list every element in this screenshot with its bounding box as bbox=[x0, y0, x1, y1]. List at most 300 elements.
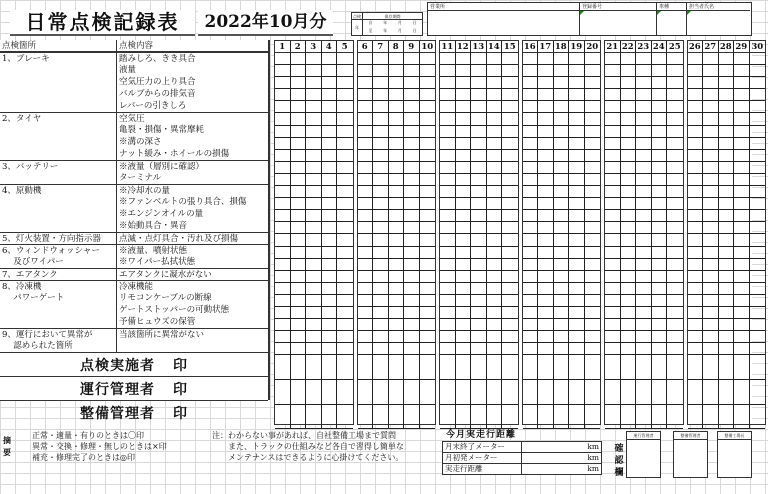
check-cell[interactable] bbox=[389, 271, 405, 283]
check-cell[interactable] bbox=[404, 405, 420, 430]
check-cell[interactable] bbox=[456, 210, 472, 222]
check-cell[interactable] bbox=[652, 113, 668, 125]
check-cell[interactable] bbox=[306, 113, 322, 125]
check-cell[interactable] bbox=[667, 405, 683, 430]
check-cell[interactable] bbox=[404, 126, 420, 138]
check-cell[interactable] bbox=[569, 198, 585, 210]
check-cell[interactable] bbox=[569, 307, 585, 319]
check-cell[interactable] bbox=[440, 271, 456, 283]
check-cell[interactable] bbox=[322, 126, 338, 138]
check-cell[interactable] bbox=[358, 101, 374, 113]
check-cell[interactable] bbox=[652, 283, 668, 295]
check-cell[interactable] bbox=[358, 295, 374, 307]
check-cell[interactable] bbox=[404, 198, 420, 210]
check-cell[interactable] bbox=[373, 174, 389, 186]
check-cell[interactable] bbox=[585, 331, 601, 343]
check-cell[interactable] bbox=[358, 355, 374, 380]
signature-row[interactable] bbox=[0, 400, 268, 424]
check-cell[interactable] bbox=[652, 138, 668, 150]
check-cell[interactable] bbox=[538, 198, 554, 210]
check-cell[interactable] bbox=[554, 101, 570, 113]
check-cell[interactable] bbox=[621, 331, 637, 343]
check-cell[interactable] bbox=[502, 259, 518, 271]
check-cell[interactable] bbox=[538, 319, 554, 331]
check-cell[interactable] bbox=[389, 126, 405, 138]
check-cell[interactable] bbox=[275, 405, 291, 430]
check-cell[interactable] bbox=[538, 271, 554, 283]
check-cell[interactable] bbox=[523, 186, 539, 198]
check-cell[interactable] bbox=[621, 405, 637, 430]
check-cell[interactable] bbox=[306, 234, 322, 246]
check-cell[interactable] bbox=[750, 331, 766, 343]
check-cell[interactable] bbox=[337, 355, 353, 380]
check-cell[interactable] bbox=[322, 113, 338, 125]
check-cell[interactable] bbox=[487, 113, 503, 125]
check-cell[interactable] bbox=[291, 355, 307, 380]
check-cell[interactable] bbox=[322, 307, 338, 319]
check-cell[interactable] bbox=[605, 319, 621, 331]
check-cell[interactable] bbox=[523, 174, 539, 186]
check-cell[interactable] bbox=[538, 162, 554, 174]
check-cell[interactable] bbox=[306, 53, 322, 65]
check-cell[interactable] bbox=[404, 150, 420, 162]
check-cell[interactable] bbox=[306, 405, 322, 430]
check-cell[interactable] bbox=[440, 210, 456, 222]
check-cell[interactable] bbox=[373, 247, 389, 259]
check-cell[interactable] bbox=[373, 186, 389, 198]
check-cell[interactable] bbox=[538, 295, 554, 307]
check-cell[interactable] bbox=[358, 53, 374, 65]
check-cell[interactable] bbox=[703, 271, 719, 283]
check-cell[interactable] bbox=[719, 138, 735, 150]
check-cell[interactable] bbox=[585, 343, 601, 355]
check-cell[interactable] bbox=[605, 405, 621, 430]
check-cell[interactable] bbox=[389, 343, 405, 355]
check-cell[interactable] bbox=[373, 138, 389, 150]
check-cell[interactable] bbox=[420, 283, 436, 295]
check-cell[interactable] bbox=[502, 65, 518, 77]
check-cell[interactable] bbox=[389, 283, 405, 295]
check-cell[interactable] bbox=[585, 65, 601, 77]
check-cell[interactable] bbox=[621, 126, 637, 138]
check-cell[interactable] bbox=[688, 65, 704, 77]
check-cell[interactable] bbox=[621, 234, 637, 246]
check-cell[interactable] bbox=[605, 126, 621, 138]
signature-row[interactable] bbox=[0, 376, 268, 400]
check-cell[interactable] bbox=[487, 405, 503, 430]
check-cell[interactable] bbox=[585, 271, 601, 283]
check-cell[interactable] bbox=[605, 222, 621, 234]
check-cell[interactable] bbox=[605, 210, 621, 222]
check-cell[interactable] bbox=[404, 222, 420, 234]
check-cell[interactable] bbox=[750, 198, 766, 210]
check-cell[interactable] bbox=[605, 198, 621, 210]
check-cell[interactable] bbox=[734, 247, 750, 259]
check-cell[interactable] bbox=[471, 295, 487, 307]
check-cell[interactable] bbox=[275, 65, 291, 77]
check-cell[interactable] bbox=[471, 101, 487, 113]
check-cell[interactable] bbox=[569, 295, 585, 307]
check-cell[interactable] bbox=[688, 89, 704, 101]
check-cell[interactable] bbox=[306, 283, 322, 295]
check-cell[interactable] bbox=[502, 343, 518, 355]
check-cell[interactable] bbox=[703, 259, 719, 271]
check-cell[interactable] bbox=[420, 174, 436, 186]
check-cell[interactable] bbox=[636, 331, 652, 343]
check-cell[interactable] bbox=[538, 259, 554, 271]
check-cell[interactable] bbox=[688, 101, 704, 113]
check-cell[interactable] bbox=[440, 150, 456, 162]
check-cell[interactable] bbox=[636, 198, 652, 210]
check-cell[interactable] bbox=[306, 259, 322, 271]
check-cell[interactable] bbox=[275, 113, 291, 125]
check-cell[interactable] bbox=[569, 210, 585, 222]
check-cell[interactable] bbox=[703, 89, 719, 101]
check-cell[interactable] bbox=[337, 295, 353, 307]
check-cell[interactable] bbox=[703, 295, 719, 307]
check-cell[interactable] bbox=[621, 271, 637, 283]
check-cell[interactable] bbox=[554, 174, 570, 186]
check-cell[interactable] bbox=[636, 355, 652, 380]
check-cell[interactable] bbox=[585, 174, 601, 186]
info-value-field[interactable] bbox=[428, 11, 579, 35]
check-cell[interactable] bbox=[306, 295, 322, 307]
check-cell[interactable] bbox=[440, 186, 456, 198]
check-cell[interactable] bbox=[306, 89, 322, 101]
check-cell[interactable] bbox=[750, 222, 766, 234]
check-cell[interactable] bbox=[389, 222, 405, 234]
check-cell[interactable] bbox=[538, 343, 554, 355]
check-cell[interactable] bbox=[734, 295, 750, 307]
check-cell[interactable] bbox=[621, 222, 637, 234]
check-cell[interactable] bbox=[652, 343, 668, 355]
check-cell[interactable] bbox=[275, 210, 291, 222]
check-cell[interactable] bbox=[389, 295, 405, 307]
check-cell[interactable] bbox=[652, 126, 668, 138]
check-cell[interactable] bbox=[523, 247, 539, 259]
check-cell[interactable] bbox=[585, 355, 601, 380]
check-cell[interactable] bbox=[621, 138, 637, 150]
check-cell[interactable] bbox=[440, 65, 456, 77]
check-cell[interactable] bbox=[358, 126, 374, 138]
check-cell[interactable] bbox=[275, 101, 291, 113]
check-cell[interactable] bbox=[605, 271, 621, 283]
check-cell[interactable] bbox=[585, 234, 601, 246]
check-cell[interactable] bbox=[621, 319, 637, 331]
check-cell[interactable] bbox=[703, 222, 719, 234]
check-cell[interactable] bbox=[734, 234, 750, 246]
check-cell[interactable] bbox=[719, 307, 735, 319]
check-cell[interactable] bbox=[734, 259, 750, 271]
check-cell[interactable] bbox=[456, 405, 472, 430]
check-cell[interactable] bbox=[750, 319, 766, 331]
check-cell[interactable] bbox=[337, 331, 353, 343]
check-cell[interactable] bbox=[703, 307, 719, 319]
check-cell[interactable] bbox=[440, 307, 456, 319]
check-cell[interactable] bbox=[502, 405, 518, 430]
check-cell[interactable] bbox=[750, 355, 766, 380]
check-cell[interactable] bbox=[404, 65, 420, 77]
check-cell[interactable] bbox=[420, 295, 436, 307]
check-cell[interactable] bbox=[502, 101, 518, 113]
check-cell[interactable] bbox=[585, 295, 601, 307]
check-cell[interactable] bbox=[636, 162, 652, 174]
check-cell[interactable] bbox=[358, 89, 374, 101]
check-cell[interactable] bbox=[734, 355, 750, 380]
check-cell[interactable] bbox=[487, 150, 503, 162]
check-cell[interactable] bbox=[652, 89, 668, 101]
check-cell[interactable] bbox=[322, 283, 338, 295]
check-cell[interactable] bbox=[703, 138, 719, 150]
check-cell[interactable] bbox=[554, 405, 570, 430]
check-cell[interactable] bbox=[538, 283, 554, 295]
check-cell[interactable] bbox=[652, 247, 668, 259]
check-cell[interactable] bbox=[523, 126, 539, 138]
check-cell[interactable] bbox=[358, 331, 374, 343]
check-cell[interactable] bbox=[554, 198, 570, 210]
check-cell[interactable] bbox=[585, 405, 601, 430]
check-cell[interactable] bbox=[471, 331, 487, 343]
check-cell[interactable] bbox=[569, 126, 585, 138]
check-cell[interactable] bbox=[750, 77, 766, 89]
check-cell[interactable] bbox=[569, 101, 585, 113]
check-cell[interactable] bbox=[389, 307, 405, 319]
check-cell[interactable] bbox=[502, 222, 518, 234]
check-cell[interactable] bbox=[487, 89, 503, 101]
check-cell[interactable] bbox=[719, 343, 735, 355]
check-cell[interactable] bbox=[502, 53, 518, 65]
check-cell[interactable] bbox=[389, 77, 405, 89]
check-cell[interactable] bbox=[636, 138, 652, 150]
check-cell[interactable] bbox=[471, 150, 487, 162]
check-cell[interactable] bbox=[652, 271, 668, 283]
check-cell[interactable] bbox=[719, 210, 735, 222]
check-cell[interactable] bbox=[404, 162, 420, 174]
check-cell[interactable] bbox=[404, 355, 420, 380]
check-cell[interactable] bbox=[538, 247, 554, 259]
check-cell[interactable] bbox=[358, 259, 374, 271]
check-cell[interactable] bbox=[358, 210, 374, 222]
check-cell[interactable] bbox=[523, 295, 539, 307]
check-cell[interactable] bbox=[322, 198, 338, 210]
check-cell[interactable] bbox=[636, 295, 652, 307]
check-cell[interactable] bbox=[358, 283, 374, 295]
check-cell[interactable] bbox=[605, 162, 621, 174]
check-cell[interactable] bbox=[291, 380, 307, 405]
check-cell[interactable] bbox=[554, 65, 570, 77]
check-cell[interactable] bbox=[605, 174, 621, 186]
check-cell[interactable] bbox=[440, 89, 456, 101]
check-cell[interactable] bbox=[420, 210, 436, 222]
check-cell[interactable] bbox=[703, 343, 719, 355]
check-cell[interactable] bbox=[719, 101, 735, 113]
check-cell[interactable] bbox=[337, 113, 353, 125]
check-cell[interactable] bbox=[440, 53, 456, 65]
check-cell[interactable] bbox=[322, 65, 338, 77]
check-cell[interactable] bbox=[569, 259, 585, 271]
check-cell[interactable] bbox=[719, 234, 735, 246]
check-cell[interactable] bbox=[456, 222, 472, 234]
check-cell[interactable] bbox=[322, 343, 338, 355]
check-cell[interactable] bbox=[373, 89, 389, 101]
check-cell[interactable] bbox=[554, 331, 570, 343]
check-cell[interactable] bbox=[750, 343, 766, 355]
check-cell[interactable] bbox=[322, 295, 338, 307]
check-cell[interactable] bbox=[487, 307, 503, 319]
check-cell[interactable] bbox=[667, 247, 683, 259]
check-cell[interactable] bbox=[750, 271, 766, 283]
check-cell[interactable] bbox=[585, 89, 601, 101]
check-cell[interactable] bbox=[569, 331, 585, 343]
check-cell[interactable] bbox=[337, 271, 353, 283]
check-cell[interactable] bbox=[734, 89, 750, 101]
check-cell[interactable] bbox=[291, 150, 307, 162]
check-cell[interactable] bbox=[404, 380, 420, 405]
check-cell[interactable] bbox=[502, 150, 518, 162]
check-cell[interactable] bbox=[636, 247, 652, 259]
check-cell[interactable] bbox=[487, 283, 503, 295]
check-cell[interactable] bbox=[585, 210, 601, 222]
check-cell[interactable] bbox=[389, 150, 405, 162]
check-cell[interactable] bbox=[554, 222, 570, 234]
check-cell[interactable] bbox=[471, 259, 487, 271]
check-cell[interactable] bbox=[420, 101, 436, 113]
check-cell[interactable] bbox=[389, 186, 405, 198]
check-cell[interactable] bbox=[306, 198, 322, 210]
check-cell[interactable] bbox=[373, 162, 389, 174]
check-cell[interactable] bbox=[585, 138, 601, 150]
check-cell[interactable] bbox=[523, 138, 539, 150]
check-cell[interactable] bbox=[322, 101, 338, 113]
check-cell[interactable] bbox=[585, 101, 601, 113]
check-cell[interactable] bbox=[456, 380, 472, 405]
check-cell[interactable] bbox=[291, 271, 307, 283]
check-cell[interactable] bbox=[703, 234, 719, 246]
check-cell[interactable] bbox=[569, 174, 585, 186]
check-cell[interactable] bbox=[358, 113, 374, 125]
check-cell[interactable] bbox=[471, 319, 487, 331]
check-cell[interactable] bbox=[456, 101, 472, 113]
check-cell[interactable] bbox=[440, 126, 456, 138]
check-cell[interactable] bbox=[667, 162, 683, 174]
check-cell[interactable] bbox=[373, 307, 389, 319]
check-cell[interactable] bbox=[719, 53, 735, 65]
check-cell[interactable] bbox=[621, 53, 637, 65]
check-cell[interactable] bbox=[605, 65, 621, 77]
check-cell[interactable] bbox=[502, 126, 518, 138]
check-cell[interactable] bbox=[373, 380, 389, 405]
check-cell[interactable] bbox=[652, 210, 668, 222]
check-cell[interactable] bbox=[291, 138, 307, 150]
check-cell[interactable] bbox=[291, 222, 307, 234]
check-cell[interactable] bbox=[554, 319, 570, 331]
check-cell[interactable] bbox=[322, 53, 338, 65]
check-cell[interactable] bbox=[404, 247, 420, 259]
check-cell[interactable] bbox=[688, 319, 704, 331]
check-cell[interactable] bbox=[420, 53, 436, 65]
check-cell[interactable] bbox=[636, 150, 652, 162]
check-cell[interactable] bbox=[322, 259, 338, 271]
check-cell[interactable] bbox=[373, 234, 389, 246]
check-cell[interactable] bbox=[275, 198, 291, 210]
check-cell[interactable] bbox=[337, 174, 353, 186]
check-cell[interactable] bbox=[569, 222, 585, 234]
check-cell[interactable] bbox=[703, 101, 719, 113]
check-cell[interactable] bbox=[688, 210, 704, 222]
check-cell[interactable] bbox=[404, 319, 420, 331]
check-cell[interactable] bbox=[703, 77, 719, 89]
check-cell[interactable] bbox=[523, 283, 539, 295]
check-cell[interactable] bbox=[440, 247, 456, 259]
check-cell[interactable] bbox=[389, 162, 405, 174]
check-cell[interactable] bbox=[750, 307, 766, 319]
check-cell[interactable] bbox=[306, 162, 322, 174]
check-cell[interactable] bbox=[389, 405, 405, 430]
confirmation-stamp-box[interactable] bbox=[673, 431, 708, 478]
check-cell[interactable] bbox=[358, 405, 374, 430]
check-cell[interactable] bbox=[569, 150, 585, 162]
check-cell[interactable] bbox=[652, 186, 668, 198]
check-cell[interactable] bbox=[719, 113, 735, 125]
check-cell[interactable] bbox=[667, 331, 683, 343]
check-cell[interactable] bbox=[688, 355, 704, 380]
check-cell[interactable] bbox=[703, 150, 719, 162]
check-cell[interactable] bbox=[703, 198, 719, 210]
check-cell[interactable] bbox=[621, 259, 637, 271]
check-cell[interactable] bbox=[523, 234, 539, 246]
check-cell[interactable] bbox=[358, 222, 374, 234]
check-cell[interactable] bbox=[554, 343, 570, 355]
check-cell[interactable] bbox=[621, 198, 637, 210]
check-cell[interactable] bbox=[554, 271, 570, 283]
check-cell[interactable] bbox=[456, 113, 472, 125]
check-cell[interactable] bbox=[569, 405, 585, 430]
check-cell[interactable] bbox=[750, 89, 766, 101]
check-cell[interactable] bbox=[420, 186, 436, 198]
check-cell[interactable] bbox=[734, 77, 750, 89]
check-cell[interactable] bbox=[734, 319, 750, 331]
check-cell[interactable] bbox=[719, 89, 735, 101]
check-cell[interactable] bbox=[703, 355, 719, 380]
check-cell[interactable] bbox=[652, 355, 668, 380]
check-cell[interactable] bbox=[554, 186, 570, 198]
check-cell[interactable] bbox=[440, 283, 456, 295]
check-cell[interactable] bbox=[502, 138, 518, 150]
check-cell[interactable] bbox=[404, 210, 420, 222]
check-cell[interactable] bbox=[703, 283, 719, 295]
check-cell[interactable] bbox=[389, 113, 405, 125]
check-cell[interactable] bbox=[322, 138, 338, 150]
check-cell[interactable] bbox=[554, 138, 570, 150]
check-cell[interactable] bbox=[456, 307, 472, 319]
check-cell[interactable] bbox=[636, 89, 652, 101]
check-cell[interactable] bbox=[337, 198, 353, 210]
check-cell[interactable] bbox=[275, 343, 291, 355]
check-cell[interactable] bbox=[554, 295, 570, 307]
check-cell[interactable] bbox=[291, 174, 307, 186]
check-cell[interactable] bbox=[487, 331, 503, 343]
check-cell[interactable] bbox=[275, 77, 291, 89]
check-cell[interactable] bbox=[719, 295, 735, 307]
check-cell[interactable] bbox=[750, 101, 766, 113]
check-cell[interactable] bbox=[337, 259, 353, 271]
check-cell[interactable] bbox=[502, 283, 518, 295]
check-cell[interactable] bbox=[373, 53, 389, 65]
check-cell[interactable] bbox=[621, 343, 637, 355]
check-cell[interactable] bbox=[585, 198, 601, 210]
check-cell[interactable] bbox=[456, 174, 472, 186]
check-cell[interactable] bbox=[404, 259, 420, 271]
